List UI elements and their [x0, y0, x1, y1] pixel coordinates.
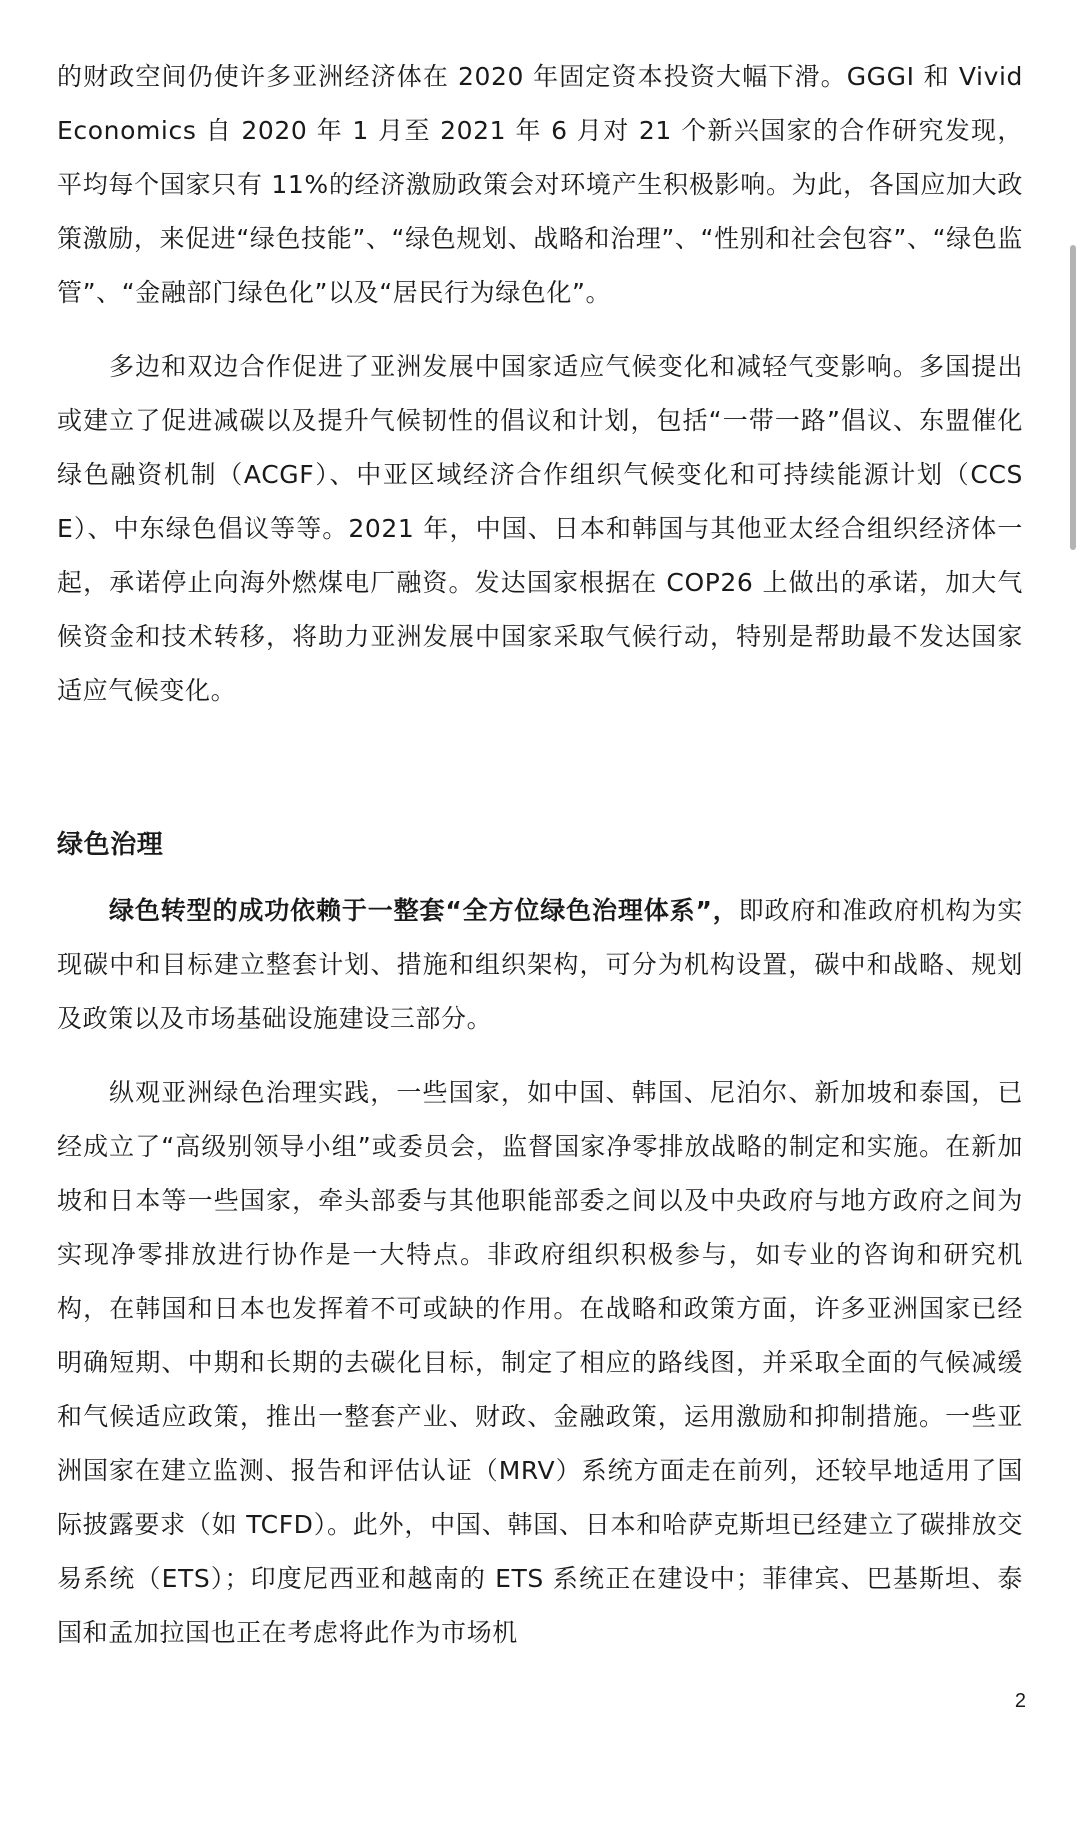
scrollbar[interactable]	[1060, 0, 1080, 1822]
paragraph-cooperation: 多边和双边合作促进了亚洲发展中国家适应气候变化和减轻气变影响。多国提出或建立了促进减碳以及提升气候韧性的倡议和计划，包括“一带一路”倡议、东盟催化绿色融资机制（ACGF）、中亚区域经济合作组织气候变化和可持续能源计划（CCSE）、中东绿色倡议等等。2021 年，中国、日本和韩国与其他亚太经合组织经济体一起，承诺停止向海外燃煤电厂融资。发达国家根据在 COP26 上做出的承诺，加大气候资金和技术转移，将助力亚洲发展中国家采取气候行动，特别是帮助最不发达国家适应气候变化。	[57, 352, 1023, 705]
paragraph-governance-system-body: 即政府和准政府机构为实现碳中和目标建立整套计划、措施和组织架构，可分为机构设置，碳中和战略、规划及政策以及市场基础设施建设三部分。	[57, 896, 1023, 1033]
document-page	[57, 50, 1023, 1660]
page-number: 2	[1014, 1690, 1026, 1712]
paragraph-governance-practice: 纵观亚洲绿色治理实践，一些国家，如中国、韩国、尼泊尔、新加坡和泰国，已经成立了“高级别领导小组”或委员会，监督国家净零排放战略的制定和实施。在新加坡和日本等一些国家，牵头部委与其他职能部委之间以及中央政府与地方政府之间为实现净零排放进行协作是一大特点。非政府组织积极参与，如专业的咨询和研究机构，在韩国和日本也发挥着不可或缺的作用。在战略和政策方面，许多亚洲国家已经明确短期、中期和长期的去碳化目标，制定了相应的路线图，并采取全面的气候减缓和气候适应政策，推出一整套产业、财政、金融政策，运用激励和抑制措施。一些亚洲国家在建立监测、报告和评估认证（MRV）系统方面走在前列，还较早地适用了国际披露要求（如 TCFD）。此外，中国、韩国、日本和哈萨克斯坦已经建立了碳排放交易系统（ETS）；印度尼西亚和越南的 ETS 系统正在建设中；菲律宾、巴基斯坦、泰国和孟加拉国也正在考虑将此作为市场机	[57, 1078, 1023, 1647]
paragraph-governance-system	[57, 884, 1023, 1046]
section-heading-green-governance: 绿色治理	[57, 830, 164, 860]
paragraph-fiscal-space: 的财政空间仍使许多亚洲经济体在 2020 年固定资本投资大幅下滑。GGGI 和 Vivid Economics 自 2020 年 1 月至 2021 年 6 月对 21 个新兴国家的合作研究发现，平均每个国家只有 11%的经济激励政策会对环境产生积极影响。为此，各国应加大政策激励，来促进“绿色技能”、“绿色规划、战略和治理”、“性别和社会包容”、“绿色监管”、“金融部门绿色化”以及“居民行为绿色化”。	[57, 62, 1023, 307]
paragraph-governance-system-emphasis: 绿色转型的成功依赖于一整套“全方位绿色治理体系”，	[109, 896, 739, 925]
scrollbar-thumb[interactable]	[1070, 245, 1076, 550]
